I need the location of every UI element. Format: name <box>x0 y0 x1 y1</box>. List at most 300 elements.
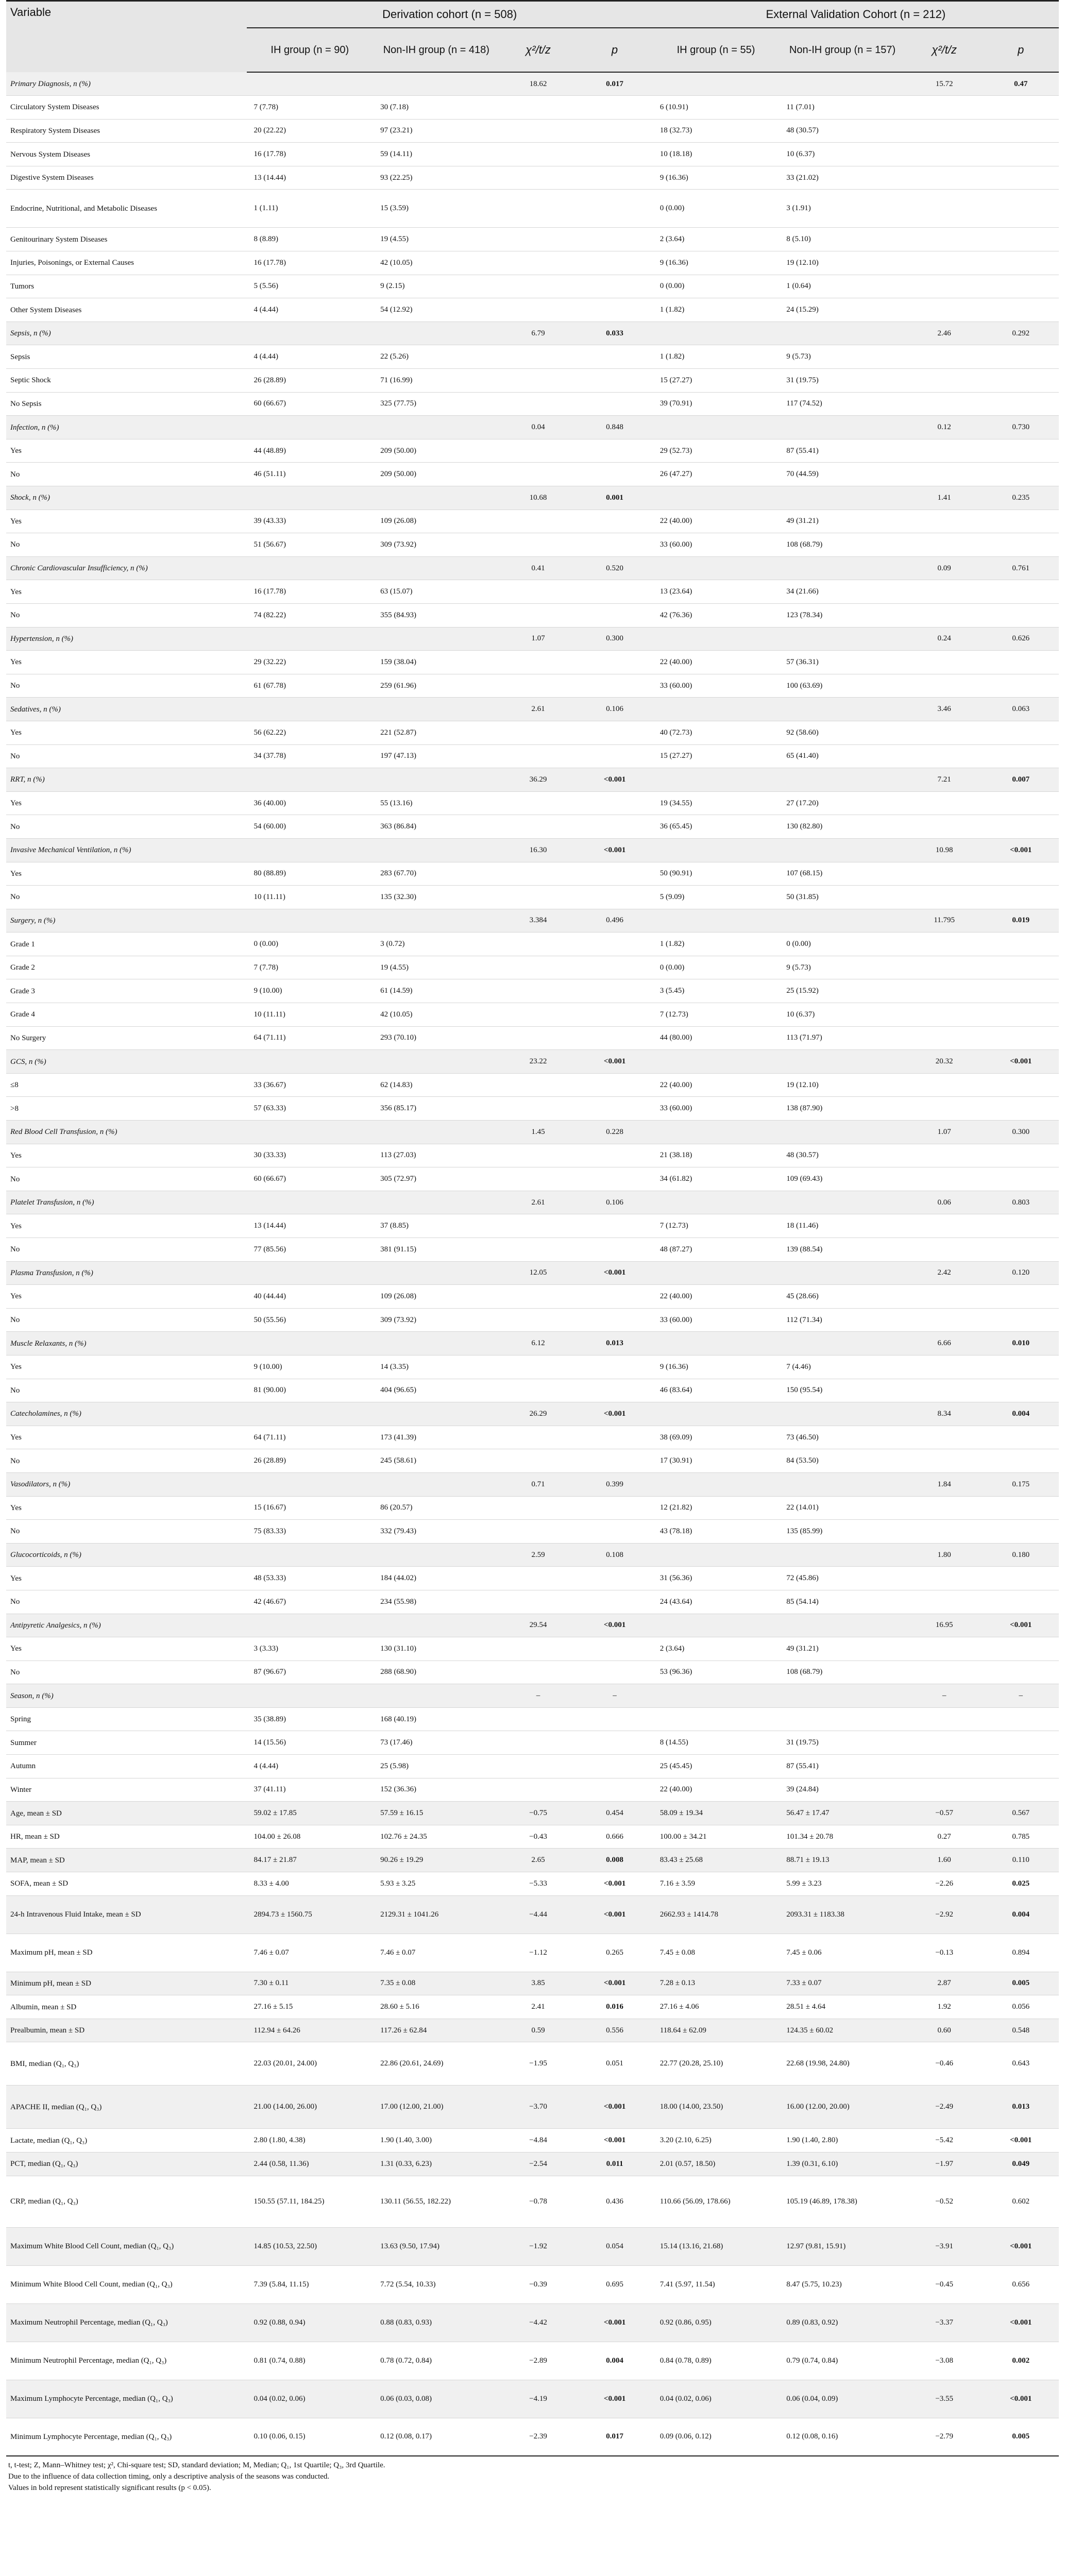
stat-value <box>500 721 577 744</box>
table-container <box>6 0 1059 2494</box>
p-value <box>577 463 652 486</box>
stat-value-validation: 1.07 <box>906 1121 983 1144</box>
stat-value-validation: 0.12 <box>906 416 983 439</box>
table-row <box>6 1050 1059 1074</box>
nonih-value-validation: 85 (54.14) <box>779 1590 906 1614</box>
p-value: 0.666 <box>577 1825 652 1849</box>
ih-value <box>247 1402 374 1426</box>
stat-value <box>500 933 577 956</box>
stat-value-validation <box>906 1026 983 1050</box>
variable-label: Minimum pH, mean ± SD <box>6 1972 247 1995</box>
ih-value: 60 (66.67) <box>247 392 374 416</box>
ih-value-validation <box>653 1191 780 1214</box>
stat-value: −1.12 <box>500 1934 577 1972</box>
p-value <box>577 1073 652 1097</box>
variable-label: Yes <box>6 1567 247 1590</box>
stat-value: 12.05 <box>500 1261 577 1285</box>
p-value-validation: 0.007 <box>983 768 1059 792</box>
variable-label: Genitourinary System Diseases <box>6 228 247 251</box>
nonih-value: 42 (10.05) <box>373 251 500 275</box>
p-value-validation: 0.47 <box>983 72 1059 96</box>
stat-value <box>500 956 577 979</box>
variable-label: Yes <box>6 1214 247 1238</box>
variable-label: Yes <box>6 580 247 604</box>
p-value: 0.051 <box>577 2042 652 2086</box>
p-value-validation <box>983 1520 1059 1544</box>
nonih-value-validation: 48 (30.57) <box>779 119 906 143</box>
stat-value-validation: −3.37 <box>906 2303 983 2342</box>
table-row <box>6 2176 1059 2227</box>
ih-value-validation: 27.16 ± 4.06 <box>653 1995 780 2019</box>
table-row <box>6 1355 1059 1379</box>
nonih-value-validation: 0.06 (0.04, 0.09) <box>779 2380 906 2418</box>
p-value: <0.001 <box>577 838 652 862</box>
nonih-value-validation: 124.35 ± 60.02 <box>779 2019 906 2042</box>
stat-value: 2.65 <box>500 1849 577 1872</box>
stat-value <box>500 190 577 228</box>
nonih-value-validation: 113 (71.97) <box>779 1026 906 1050</box>
p-value-validation: 0.180 <box>983 1543 1059 1567</box>
nonih-value-validation: 2093.31 ± 1183.38 <box>779 1895 906 1934</box>
nonih-value: 22 (5.26) <box>373 345 500 369</box>
stat-value-validation: 0.24 <box>906 627 983 651</box>
stat-value: 2.41 <box>500 1995 577 2019</box>
nonih-value-validation <box>779 1332 906 1355</box>
p-value-validation: <0.001 <box>983 2303 1059 2342</box>
p-value-validation <box>983 1660 1059 1684</box>
p-value-validation: 0.005 <box>983 1972 1059 1995</box>
ih-value-validation: 0.84 (0.78, 0.89) <box>653 2342 780 2380</box>
nonih-value-validation: 108 (68.79) <box>779 533 906 557</box>
stat-value-validation <box>906 345 983 369</box>
stat-value <box>500 1285 577 1309</box>
p-value <box>577 956 652 979</box>
p-value-validation <box>983 533 1059 557</box>
nonih-value <box>373 1050 500 1074</box>
variable-label: SOFA, mean ± SD <box>6 1872 247 1896</box>
ih-value: 59.02 ± 17.85 <box>247 1802 374 1825</box>
p-value <box>577 603 652 627</box>
ih-value-validation <box>653 1472 780 1496</box>
variable-label: Yes <box>6 1144 247 1167</box>
variable-label: Injuries, Poisonings, or External Causes <box>6 251 247 275</box>
stat-value-validation: 0.27 <box>906 1825 983 1849</box>
variable-label: Tumors <box>6 275 247 298</box>
ih-value-validation: 33 (60.00) <box>653 1308 780 1332</box>
nonih-value <box>373 1402 500 1426</box>
p-value: 0.011 <box>577 2153 652 2176</box>
p-value-validation <box>983 1755 1059 1778</box>
nonih-value-validation <box>779 1261 906 1285</box>
p-value-validation <box>983 1026 1059 1050</box>
validation-cohort-header: External Validation Cohort (n = 212) <box>653 1 1059 28</box>
variable-header: Variable <box>6 1 247 73</box>
variable-label: No Sepsis <box>6 392 247 416</box>
ih-value: 16 (17.78) <box>247 580 374 604</box>
nonih-value-validation: 50 (31.85) <box>779 886 906 909</box>
nonih-value-validation: 112 (71.34) <box>779 1308 906 1332</box>
variable-label: No <box>6 1590 247 1614</box>
p-value: 0.300 <box>577 627 652 651</box>
p-value <box>577 1214 652 1238</box>
stat-value-validation: 1.41 <box>906 486 983 510</box>
p-value: 0.454 <box>577 1802 652 1825</box>
stat-value-validation: −0.13 <box>906 1934 983 1972</box>
variable-label: Nervous System Diseases <box>6 143 247 166</box>
p-value-validation <box>983 190 1059 228</box>
nonih-value: 97 (23.21) <box>373 119 500 143</box>
nonih-value: 0.78 (0.72, 0.84) <box>373 2342 500 2380</box>
nonih-value: 59 (14.11) <box>373 143 500 166</box>
table-row <box>6 1449 1059 1473</box>
nonih-value-validation <box>779 698 906 721</box>
p-value-validation: – <box>983 1684 1059 1708</box>
nonih-value: 113 (27.03) <box>373 1144 500 1167</box>
variable-label: Septic Shock <box>6 369 247 393</box>
variable-label: Maximum Neutrophil Percentage, median (Q₁, Q₃) <box>6 2303 247 2342</box>
p-value <box>577 1567 652 1590</box>
table-row <box>6 580 1059 604</box>
nonih-group-header-validation: Non-IH group (n = 157) <box>779 28 906 72</box>
stat-value-validation <box>906 744 983 768</box>
p-value-validation <box>983 1590 1059 1614</box>
p-value-validation <box>983 369 1059 393</box>
stat-value-validation: 0.06 <box>906 1191 983 1214</box>
stat-value-validation: 6.66 <box>906 1332 983 1355</box>
ih-value-validation: 31 (56.36) <box>653 1567 780 1590</box>
table-row <box>6 1472 1059 1496</box>
p-value <box>577 190 652 228</box>
stat-value: −5.33 <box>500 1872 577 1896</box>
ih-value-validation: 3 (5.45) <box>653 979 780 1003</box>
table-row <box>6 768 1059 792</box>
stat-value <box>500 166 577 190</box>
ih-value-validation: 7.28 ± 0.13 <box>653 1972 780 1995</box>
nonih-value: 309 (73.92) <box>373 533 500 557</box>
ih-value-validation: 29 (52.73) <box>653 439 780 463</box>
p-value-validation <box>983 345 1059 369</box>
variable-label: Minimum Lymphocyte Percentage, median (Q₁, Q₃) <box>6 2418 247 2456</box>
table-row <box>6 1520 1059 1544</box>
stat-value <box>500 463 577 486</box>
stat-value: −1.92 <box>500 2227 577 2265</box>
stat-value <box>500 1660 577 1684</box>
nonih-value-validation: 56.47 ± 17.47 <box>779 1802 906 1825</box>
p-value-validation: 0.894 <box>983 1934 1059 1972</box>
nonih-value-validation: 1 (0.64) <box>779 275 906 298</box>
nonih-value: 0.12 (0.08, 0.17) <box>373 2418 500 2456</box>
nonih-value-validation: 150 (95.54) <box>779 1379 906 1402</box>
ih-value-validation: 1 (1.82) <box>653 933 780 956</box>
p-value: 0.004 <box>577 2342 652 2380</box>
ih-value-validation: 0.92 (0.86, 0.95) <box>653 2303 780 2342</box>
table-row <box>6 1684 1059 1708</box>
table-row <box>6 956 1059 979</box>
nonih-value <box>373 1472 500 1496</box>
ih-value: 50 (55.56) <box>247 1308 374 1332</box>
nonih-value: 73 (17.46) <box>373 1731 500 1755</box>
stat-value-validation: 11.795 <box>906 909 983 933</box>
ih-value-validation: 24 (43.64) <box>653 1590 780 1614</box>
table-row <box>6 1567 1059 1590</box>
stat-value: 10.68 <box>500 486 577 510</box>
stat-value: −4.19 <box>500 2380 577 2418</box>
stat-value-validation: 1.84 <box>906 1472 983 1496</box>
stat-value: 0.71 <box>500 1472 577 1496</box>
ih-value-validation: 22 (40.00) <box>653 1073 780 1097</box>
nonih-value-validation: 123 (78.34) <box>779 603 906 627</box>
table-row <box>6 96 1059 120</box>
nonih-value-validation <box>779 486 906 510</box>
stat-value-validation: −1.97 <box>906 2153 983 2176</box>
ih-value-validation <box>653 1707 780 1731</box>
table-row <box>6 556 1059 580</box>
nonih-value: 28.60 ± 5.16 <box>373 1995 500 2019</box>
stat-value-validation <box>906 228 983 251</box>
stat-value: 6.12 <box>500 1332 577 1355</box>
table-row <box>6 345 1059 369</box>
ih-value-validation: 33 (60.00) <box>653 533 780 557</box>
variable-label: Platelet Transfusion, n (%) <box>6 1191 247 1214</box>
p-value-validation <box>983 119 1059 143</box>
ih-value: 40 (44.44) <box>247 1285 374 1309</box>
ih-value: 60 (66.67) <box>247 1167 374 1191</box>
ih-value: 112.94 ± 64.26 <box>247 2019 374 2042</box>
p-value <box>577 1755 652 1778</box>
nonih-value-validation: 0 (0.00) <box>779 933 906 956</box>
nonih-value: 1.90 (1.40, 3.00) <box>373 2129 500 2153</box>
ih-value-validation <box>653 909 780 933</box>
variable-label: No <box>6 1308 247 1332</box>
nonih-value <box>373 321 500 345</box>
ih-value: 27.16 ± 5.15 <box>247 1995 374 2019</box>
ih-value: 1 (1.11) <box>247 190 374 228</box>
nonih-value: 61 (14.59) <box>373 979 500 1003</box>
stat-value-validation: −2.79 <box>906 2418 983 2456</box>
ih-value-validation: 22 (40.00) <box>653 651 780 674</box>
nonih-value: 62 (14.83) <box>373 1073 500 1097</box>
table-row <box>6 909 1059 933</box>
ih-value-validation: 0 (0.00) <box>653 190 780 228</box>
variable-label: Autumn <box>6 1755 247 1778</box>
stat-value-validation <box>906 933 983 956</box>
table-row <box>6 1543 1059 1567</box>
nonih-value: 2129.31 ± 1041.26 <box>373 1895 500 1934</box>
stat-value: −1.95 <box>500 2042 577 2086</box>
p-value-validation: 0.002 <box>983 2342 1059 2380</box>
ih-value: 104.00 ± 26.08 <box>247 1825 374 1849</box>
variable-label: Primary Diagnosis, n (%) <box>6 72 247 96</box>
ih-value <box>247 321 374 345</box>
ih-value <box>247 1472 374 1496</box>
stat-value-validation <box>906 1660 983 1684</box>
nonih-value <box>373 1684 500 1708</box>
ih-value-validation <box>653 1121 780 1144</box>
ih-value: 26 (28.89) <box>247 369 374 393</box>
nonih-value-validation: 16.00 (12.00, 20.00) <box>779 2086 906 2129</box>
nonih-value-validation <box>779 72 906 96</box>
ih-value-validation <box>653 72 780 96</box>
nonih-value-validation: 5.99 ± 3.23 <box>779 1872 906 1896</box>
p-value <box>577 721 652 744</box>
table-body <box>6 72 1059 2456</box>
p-value-validation: 0.005 <box>983 2418 1059 2456</box>
p-value <box>577 580 652 604</box>
nonih-value <box>373 1121 500 1144</box>
nonih-value: 168 (40.19) <box>373 1707 500 1731</box>
nonih-value: 19 (4.55) <box>373 228 500 251</box>
table-row <box>6 2418 1059 2456</box>
p-value <box>577 228 652 251</box>
nonih-value-validation: 7.33 ± 0.07 <box>779 1972 906 1995</box>
ih-value-validation: 7.45 ± 0.08 <box>653 1934 780 1972</box>
ih-value-validation: 83.43 ± 25.68 <box>653 1849 780 1872</box>
nonih-value: 197 (47.13) <box>373 744 500 768</box>
p-value <box>577 1660 652 1684</box>
nonih-value-validation: 39 (24.84) <box>779 1778 906 1802</box>
nonih-value: 37 (8.85) <box>373 1214 500 1238</box>
stat-value: 26.29 <box>500 1402 577 1426</box>
ih-value <box>247 556 374 580</box>
table-row <box>6 979 1059 1003</box>
p-value: <0.001 <box>577 2129 652 2153</box>
nonih-value-validation <box>779 1191 906 1214</box>
table-row <box>6 744 1059 768</box>
stat-value-validation <box>906 1308 983 1332</box>
variable-label: Vasodilators, n (%) <box>6 1472 247 1496</box>
nonih-value: 17.00 (12.00, 21.00) <box>373 2086 500 2129</box>
p-value <box>577 933 652 956</box>
nonih-value: 404 (96.65) <box>373 1379 500 1402</box>
nonih-value: 86 (20.57) <box>373 1496 500 1520</box>
stat-value-validation <box>906 1637 983 1661</box>
stat-value <box>500 791 577 815</box>
nonih-value-validation: 1.90 (1.40, 2.80) <box>779 2129 906 2153</box>
stat-value-validation <box>906 119 983 143</box>
p-value: 0.106 <box>577 1191 652 1214</box>
p-value-validation <box>983 275 1059 298</box>
variable-label: Spring <box>6 1707 247 1731</box>
stat-value: 1.07 <box>500 627 577 651</box>
table-row <box>6 698 1059 721</box>
stat-value <box>500 228 577 251</box>
table-row <box>6 1825 1059 1849</box>
variable-label: No <box>6 1167 247 1191</box>
p-value-validation <box>983 603 1059 627</box>
p-value-validation: 0.548 <box>983 2019 1059 2042</box>
stat-value-validation <box>906 463 983 486</box>
p-value-validation <box>983 1449 1059 1473</box>
ih-value-validation: 33 (60.00) <box>653 1097 780 1121</box>
stat-value: 3.85 <box>500 1972 577 1995</box>
p-value-validation <box>983 933 1059 956</box>
stat-value-validation <box>906 1097 983 1121</box>
variable-label: No <box>6 463 247 486</box>
stat-value: 29.54 <box>500 1614 577 1637</box>
ih-value: 29 (32.22) <box>247 651 374 674</box>
nonih-value: 5.93 ± 3.25 <box>373 1872 500 1896</box>
p-value <box>577 791 652 815</box>
ih-value: 10 (11.11) <box>247 886 374 909</box>
stat-value: −3.70 <box>500 2086 577 2129</box>
p-value <box>577 1238 652 1262</box>
ih-value-validation: 2662.93 ± 1414.78 <box>653 1895 780 1934</box>
p-value-validation <box>983 580 1059 604</box>
variable-label: Plasma Transfusion, n (%) <box>6 1261 247 1285</box>
table-row <box>6 1872 1059 1896</box>
nonih-value-validation: 33 (21.02) <box>779 166 906 190</box>
stat-value: 18.62 <box>500 72 577 96</box>
ih-value: 8.33 ± 4.00 <box>247 1872 374 1896</box>
nonih-value: 209 (50.00) <box>373 439 500 463</box>
ih-value-validation: 9 (16.36) <box>653 1355 780 1379</box>
derivation-cohort-header: Derivation cohort (n = 508) <box>247 1 653 28</box>
stat-value-validation <box>906 1496 983 1520</box>
variable-label: Yes <box>6 439 247 463</box>
stat-value-validation: 3.46 <box>906 698 983 721</box>
p-value: 0.108 <box>577 1543 652 1567</box>
stat-value <box>500 603 577 627</box>
nonih-value-validation: 27 (17.20) <box>779 791 906 815</box>
table-row <box>6 392 1059 416</box>
variable-label: Yes <box>6 1496 247 1520</box>
nonih-value-validation <box>779 1684 906 1708</box>
p-value: 0.436 <box>577 2176 652 2227</box>
p-value-validation: 0.063 <box>983 698 1059 721</box>
stat-value-validation: −2.26 <box>906 1872 983 1896</box>
variable-label: Season, n (%) <box>6 1684 247 1708</box>
variable-label: Grade 1 <box>6 933 247 956</box>
variable-label: HR, mean ± SD <box>6 1825 247 1849</box>
nonih-value: 245 (58.61) <box>373 1449 500 1473</box>
nonih-value-validation: 10 (6.37) <box>779 1003 906 1027</box>
ih-value-validation: 22.77 (20.28, 25.10) <box>653 2042 780 2086</box>
ih-value-validation: 48 (87.27) <box>653 1238 780 1262</box>
nonih-value-validation: 57 (36.31) <box>779 651 906 674</box>
nonih-value: 309 (73.92) <box>373 1308 500 1332</box>
p-value-validation: <0.001 <box>983 1614 1059 1637</box>
nonih-value-validation: 139 (88.54) <box>779 1238 906 1262</box>
p-value-validation <box>983 1285 1059 1309</box>
nonih-value-validation: 109 (69.43) <box>779 1167 906 1191</box>
variable-label: No <box>6 533 247 557</box>
p-value-validation: <0.001 <box>983 2380 1059 2418</box>
p-value-validation: 0.025 <box>983 1872 1059 1896</box>
nonih-value-validation: 9 (5.73) <box>779 956 906 979</box>
nonih-value: 90.26 ± 19.29 <box>373 1849 500 1872</box>
stat-value-validation <box>906 1167 983 1191</box>
nonih-value-validation: 34 (21.66) <box>779 580 906 604</box>
nonih-value: 234 (55.98) <box>373 1590 500 1614</box>
nonih-value-validation: 7 (4.46) <box>779 1355 906 1379</box>
variable-label: Sepsis, n (%) <box>6 321 247 345</box>
ih-value-validation: 9 (16.36) <box>653 251 780 275</box>
stat-value-validation <box>906 275 983 298</box>
ih-value: 57 (63.33) <box>247 1097 374 1121</box>
ih-value <box>247 1050 374 1074</box>
nonih-group-header: Non-IH group (n = 418) <box>373 28 500 72</box>
table-row <box>6 1755 1059 1778</box>
variable-label: Prealbumin, mean ± SD <box>6 2019 247 2042</box>
ih-value: 7.30 ± 0.11 <box>247 1972 374 1995</box>
table-row <box>6 2042 1059 2086</box>
p-value: 0.033 <box>577 321 652 345</box>
ih-value: 61 (67.78) <box>247 674 374 698</box>
variable-label: Yes <box>6 651 247 674</box>
stat-value: 36.29 <box>500 768 577 792</box>
ih-value: 16 (17.78) <box>247 143 374 166</box>
nonih-value-validation <box>779 1543 906 1567</box>
